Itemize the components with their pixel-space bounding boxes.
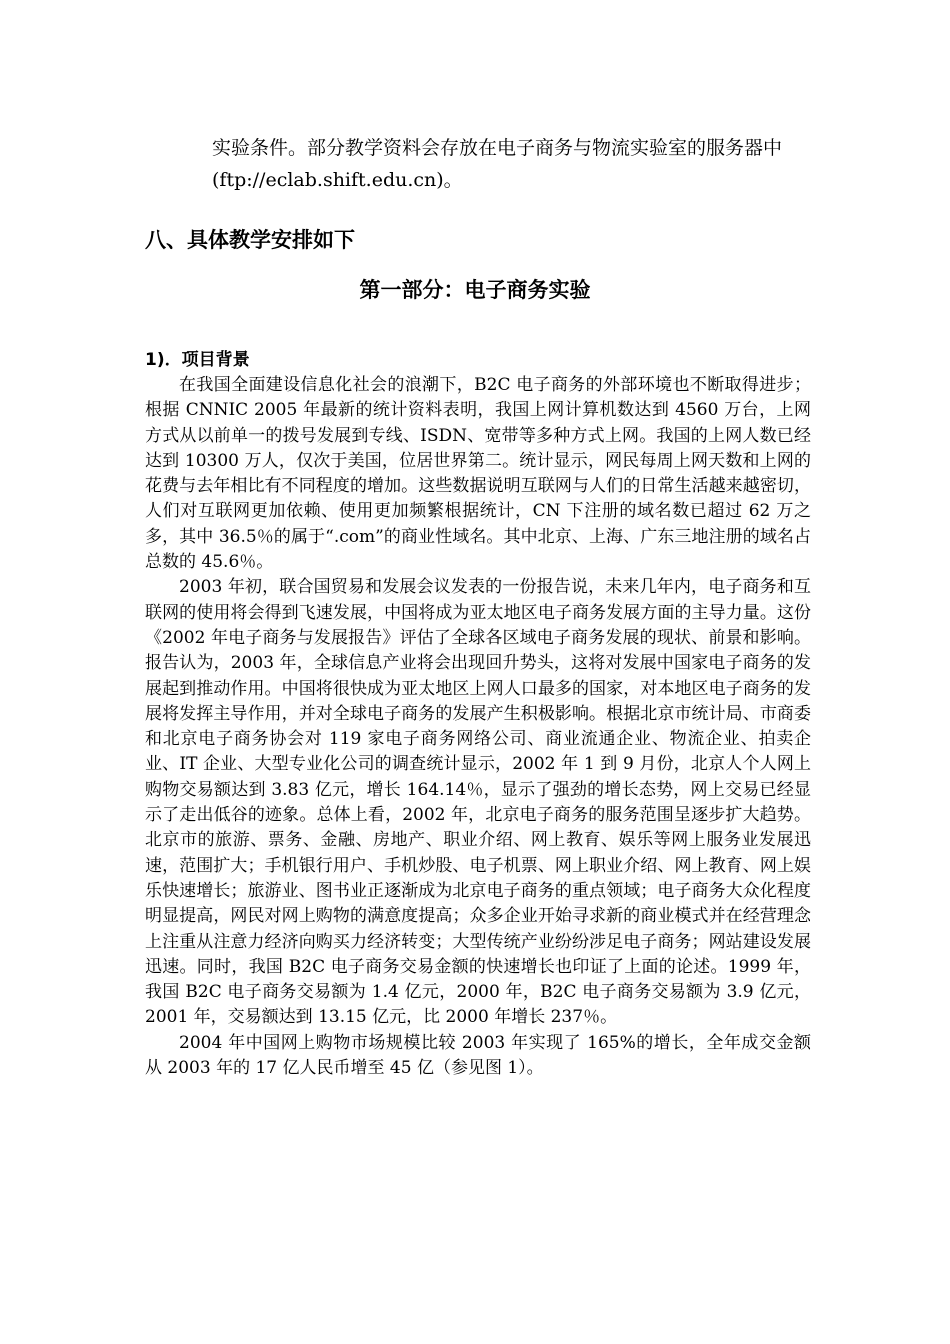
paragraph-background: 在我国全面建设信息化社会的浪潮下，B2C 电子商务的外部环境也不断取得进步；根据 CNNIC 2005 年最新的统计资料表明，我国上网计算机数达到 4560 万台，上网方式从以前单一的拨号发展到专线、ISDN、宽带等多种方式上网。我国的上网人数已经达到 10300 万人，仅次于美国，位居世界第二。统计显示，网民每周上网天数和上网的花费与去年相比有不同程度的增加。这些数据说明互联网与人们的日常生活越来越密切，人们对互联网更加依赖、使用更加频繁根据统计，CN 下注册的域名数已超过 62 万之多，其中 36.5％的属于“.com”的商业性域名。其中北京、上海、广东三地注册的域名占总数的 45.6％。 [145,375,811,573]
part-title: 第一部分：电子商务实验 [359,278,591,302]
intro-line-1: 实验条件。部分教学资料会存放在电子商务与物流实验室的服务器中 [212,137,783,159]
intro-paragraph [212,132,812,196]
section-heading: 八、具体教学安排如下 [145,228,355,252]
intro-line-2: (ftp://eclab.shift.edu.cn)。 [212,169,463,191]
paragraph-2004-market: 2004 年中国网上购物市场规模比较 2003 年实现了 165%的增长，全年成交金额从 2003 年的 17 亿人民币增至 45 亿（参见图 1）。 [145,1032,811,1079]
body-text [145,373,811,1081]
sub-heading: 1)．项目背景 [145,350,250,370]
paragraph-2003-report: 2003 年初，联合国贸易和发展会议发表的一份报告说，未来几年内，电子商务和互联网的使用将会得到飞速发展，中国将成为亚太地区电子商务发展方面的主导力量。这份《2002 年电子商务与发展报告》评估了全球各区域电子商务发展的现状、前景和影响。报告认为，2003 年，全球信息产业将会出现回升势头，这将对发展中国家电子商务的发展起到推动作用。中国将很快成为亚太地区上网人口最多的国家，对本地区电子商务的发展将发挥主导作用，并对全球电子商务的发展产生积极影响。根据北京市统计局、市商委和北京电子商务协会对 119 家电子商务网络公司、商业流通企业、物流企业、拍卖企业、IT 企业、大型专业化公司的调查统计显示，2002 年 1 到 9 月份，北京人个人网上购物交易额达到 3.83 亿元，增长 164.14％，显示了强劲的增长态势，网上交易已经显示了走出低谷的迹象。总体上看，2002 年，北京电子商务的服务范围呈逐步扩大趋势。北京市的旅游、票务、金融、房地产、职业介绍、网上教育、娱乐等网上服务业发展迅速，范围扩大；手机银行用户、手机炒股、电子机票、网上职业介绍、网上教育、网上娱乐快速增长；旅游业、图书业正逐渐成为北京电子商务的重点领域；电子商务大众化程度明显提高，网民对网上购物的满意度提高；众多企业开始寻求新的商业模式并在经营理念上注重从注意力经济向购买力经济转变；大型传统产业纷纷涉足电子商务；网站建设发展迅速。同时，我国 B2C 电子商务交易金额的快速增长也印证了上面的论述。1999 年，我国 B2C 电子商务交易额为 1.4 亿元，2000 年，B2C 电子商务交易额为 3.9 亿元，2001 年，交易额达到 13.15 亿元，比 2000 年增长 237％。 [145,577,811,1028]
